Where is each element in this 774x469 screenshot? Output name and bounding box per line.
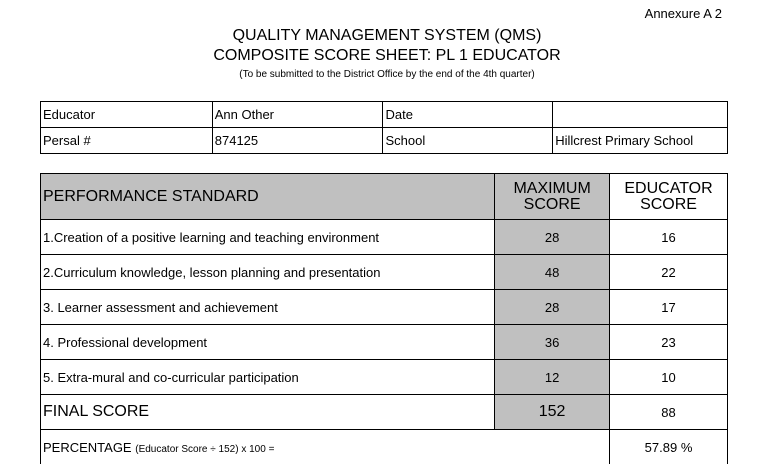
annexure-label: Annexure A 2 xyxy=(644,6,722,21)
maximum-score-header xyxy=(495,174,610,220)
final-educator-score: 88 xyxy=(610,395,728,430)
final-score-label: FINAL SCORE xyxy=(41,395,495,430)
educator-score-header xyxy=(610,174,728,220)
document-title: QUALITY MANAGEMENT SYSTEM (QMS) xyxy=(232,27,542,44)
score-table xyxy=(40,173,728,464)
standard-label: 1.Creation of a positive learning and teaching environment xyxy=(41,220,495,255)
document-header xyxy=(0,24,774,81)
maximum-score: 28 xyxy=(495,220,610,255)
persal-label: Persal # xyxy=(41,128,213,154)
educator-score: 23 xyxy=(610,325,728,360)
info-row-educator xyxy=(41,102,728,128)
maximum-score: 36 xyxy=(495,325,610,360)
educator-score: 16 xyxy=(610,220,728,255)
document-subtitle: COMPOSITE SCORE SHEET: PL 1 EDUCATOR xyxy=(213,47,561,64)
info-row-persal xyxy=(41,128,728,154)
standard-label: 5. Extra-mural and co-curricular participation xyxy=(41,360,495,395)
percentage-row xyxy=(41,430,728,465)
school-label: School xyxy=(383,128,553,154)
final-score-row xyxy=(41,395,728,430)
educator-info-table xyxy=(40,101,728,154)
table-row xyxy=(41,255,728,290)
table-row xyxy=(41,360,728,395)
score-header-row xyxy=(41,174,728,220)
standard-label: 2.Curriculum knowledge, lesson planning and presentation xyxy=(41,255,495,290)
persal-value: 874125 xyxy=(212,128,383,154)
date-label: Date xyxy=(383,102,553,128)
maximum-header-line1: MAXIMUM xyxy=(513,179,591,197)
final-maximum-score: 152 xyxy=(495,395,610,430)
table-row xyxy=(41,220,728,255)
standard-label: 4. Professional development xyxy=(41,325,495,360)
date-value xyxy=(553,102,728,128)
maximum-score: 28 xyxy=(495,290,610,325)
educator-score: 22 xyxy=(610,255,728,290)
percentage-label-cell xyxy=(41,430,610,465)
table-row xyxy=(41,325,728,360)
educator-score: 10 xyxy=(610,360,728,395)
school-value: Hillcrest Primary School xyxy=(553,128,728,154)
educator-score: 17 xyxy=(610,290,728,325)
educator-header-line1: EDUCATOR xyxy=(624,179,713,197)
submission-note: (To be submitted to the District Office by the end of the 4th quarter) xyxy=(239,69,535,80)
standard-label: 3. Learner assessment and achievement xyxy=(41,290,495,325)
performance-standard-header: PERFORMANCE STANDARD xyxy=(41,174,495,220)
percentage-formula: (Educator Score ÷ 152) x 100 = xyxy=(135,443,275,455)
maximum-score: 48 xyxy=(495,255,610,290)
educator-header-line2: SCORE xyxy=(640,195,697,213)
educator-label: Educator xyxy=(41,102,213,128)
maximum-score: 12 xyxy=(495,360,610,395)
percentage-value: 57.89 % xyxy=(610,430,728,465)
percentage-label: PERCENTAGE xyxy=(43,439,132,455)
educator-value: Ann Other xyxy=(212,102,383,128)
maximum-header-line2: SCORE xyxy=(523,195,581,213)
table-row xyxy=(41,290,728,325)
